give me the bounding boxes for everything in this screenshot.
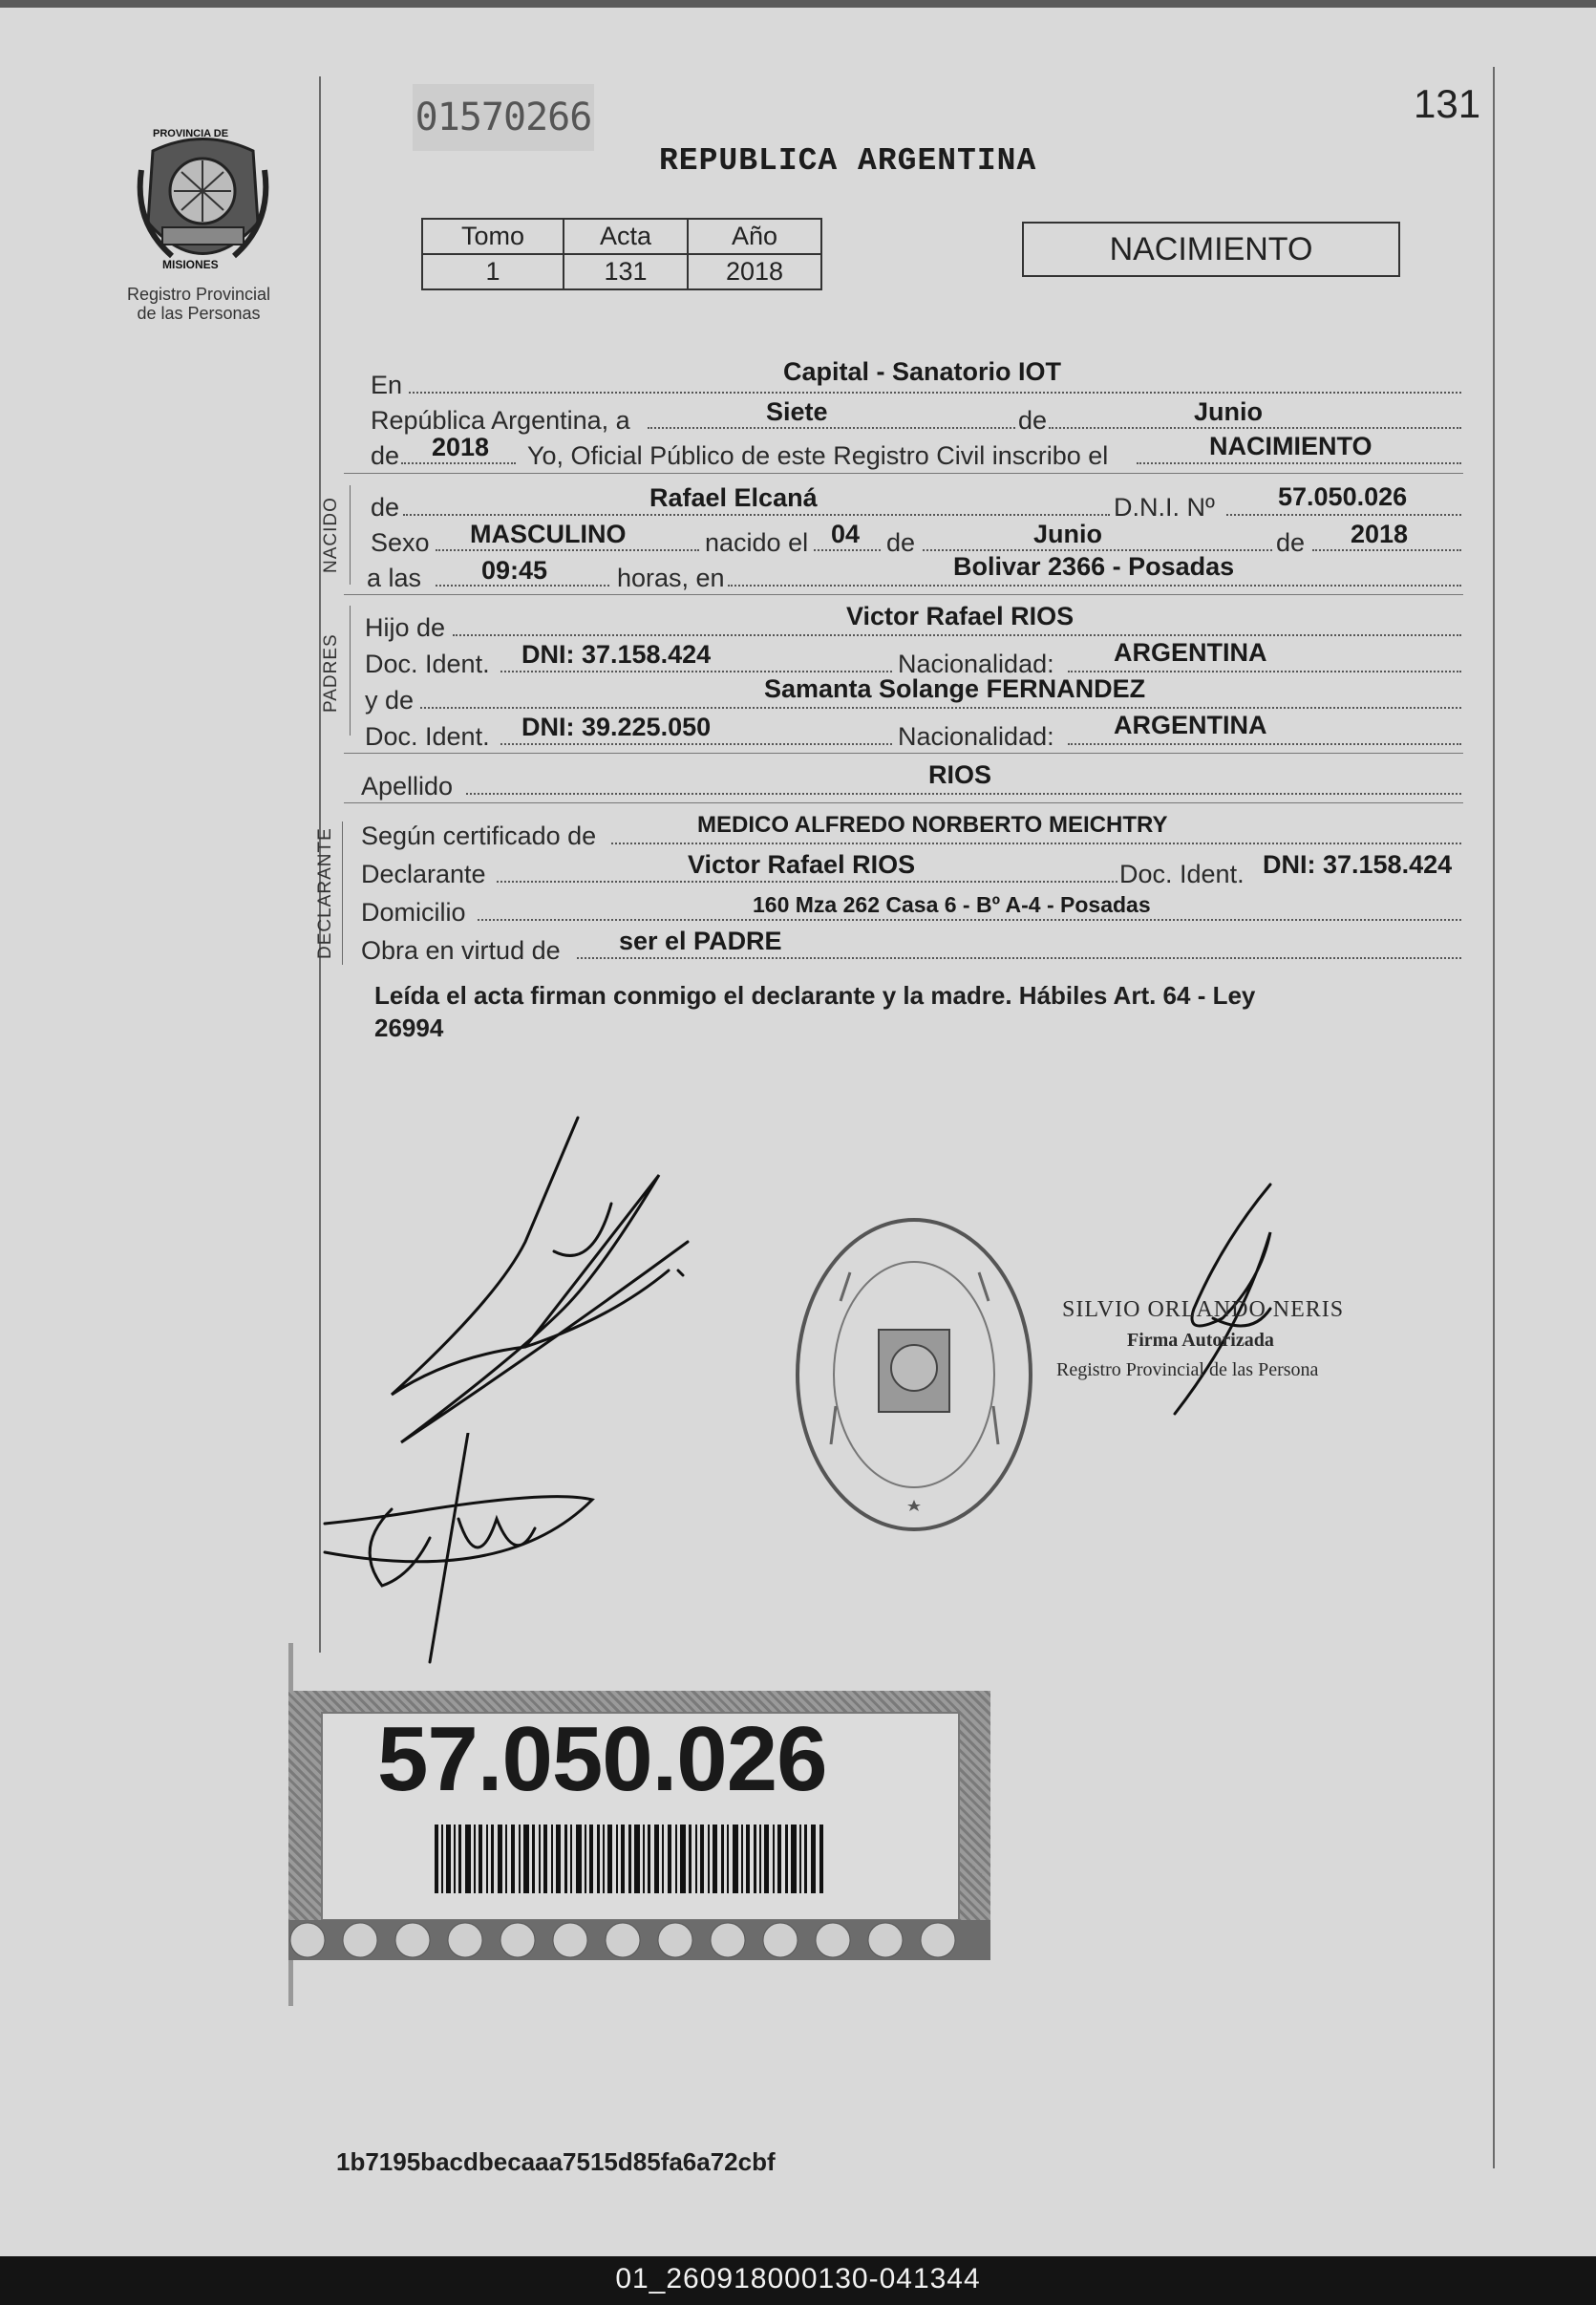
label-cert: Según certificado de — [361, 822, 597, 850]
registry-stamp — [793, 1215, 1036, 1535]
value-birth-place: Bolivar 2366 - Posadas — [953, 552, 1235, 581]
scan-id: 01_260918000130-041344 — [615, 2263, 981, 2294]
label-doc1: Doc. Ident. — [365, 650, 490, 678]
dotline — [648, 427, 1015, 429]
official-org: Registro Provincial de las Persona — [1056, 1359, 1319, 1380]
header-tomo: Tomo — [422, 219, 564, 254]
registry-logo-pattern-icon — [288, 1920, 990, 1960]
divider — [344, 802, 1463, 803]
label-de1: de — [886, 528, 916, 557]
official-title: Firma Autorizada — [1127, 1330, 1274, 1351]
value-father: Victor Rafael RIOS — [846, 602, 1075, 630]
divider — [344, 753, 1463, 754]
label-sexo: Sexo — [371, 528, 430, 557]
label-yde: y de — [365, 686, 415, 715]
value-cert: MEDICO ALFREDO NORBERTO MEICHTRY — [697, 812, 1168, 838]
closing-note-line2: 26994 — [374, 1014, 444, 1042]
value-day: Siete — [766, 397, 828, 426]
dotline — [728, 585, 1461, 587]
section-bracket — [342, 822, 343, 965]
value-dom: 160 Mza 262 Casa 6 - Bº A-4 - Posadas — [753, 892, 1151, 917]
label-a-las: a las — [367, 564, 422, 592]
section-label-nacido: NACIDO — [321, 497, 341, 573]
scan-top-edge — [0, 0, 1596, 8]
value-obra: ser el PADRE — [619, 927, 782, 955]
divider — [344, 473, 1463, 474]
section-label-padres: PADRES — [321, 633, 341, 713]
barcode-icon — [435, 1825, 826, 1893]
value-place: Capital - Sanatorio IOT — [783, 357, 1062, 386]
country-title: REPUBLICA ARGENTINA — [659, 143, 1037, 179]
value-apellido: RIOS — [928, 760, 992, 789]
label-officer: Yo, Oficial Público de este Registro Civil inscribo el — [527, 441, 1109, 470]
document-hash: 1b7195bacdbecaaa7515d85fa6a72cbf — [336, 2147, 776, 2176]
page-number: 131 — [1414, 81, 1481, 126]
label-republica: República Argentina, a — [371, 406, 630, 435]
province-emblem — [134, 132, 272, 275]
emblem-bottom-text: MISIONES — [162, 258, 219, 271]
label-dom: Domicilio — [361, 898, 466, 927]
registry-stamp-icon — [793, 1215, 1036, 1535]
record-table-header-row — [422, 219, 821, 254]
registry-label — [103, 285, 294, 323]
dotline — [436, 549, 699, 551]
value-month: Junio — [1194, 397, 1263, 426]
dotline — [1226, 514, 1461, 516]
dotline — [478, 919, 1461, 921]
header-acta: Acta — [564, 219, 688, 254]
label-decl: Declarante — [361, 860, 486, 888]
value-decl: Victor Rafael RIOS — [688, 850, 916, 879]
value-act: NACIMIENTO — [1209, 432, 1373, 460]
dotline — [500, 671, 892, 672]
label-apellido: Apellido — [361, 772, 454, 800]
label-decl-doc: Doc. Ident. — [1119, 860, 1245, 888]
mother-signature-icon — [315, 1433, 602, 1672]
emblem-top-text: PROVINCIA DE — [153, 128, 229, 139]
label-de2: de — [1276, 528, 1306, 557]
value-decl-doc: DNI: 37.158.424 — [1263, 850, 1453, 879]
label-en: En — [371, 371, 403, 399]
dotline — [1068, 743, 1461, 745]
dotline — [409, 392, 1461, 394]
value-doc1: DNI: 37.158.424 — [521, 640, 712, 669]
record-table — [421, 218, 822, 290]
dotline — [1068, 671, 1461, 672]
label-dni: D.N.I. Nº — [1114, 493, 1215, 522]
value-birth-day: 04 — [831, 520, 861, 548]
dotline — [611, 843, 1461, 844]
label-hijo: Hijo de — [365, 613, 446, 642]
label-obra: Obra en virtud de — [361, 936, 561, 965]
label-doc2: Doc. Ident. — [365, 722, 490, 751]
dotline — [500, 743, 892, 745]
value-birth-month: Junio — [1033, 520, 1102, 548]
dni-label-logo-strip — [288, 1920, 990, 1960]
closing-note — [374, 979, 1444, 1044]
dotline — [1049, 427, 1461, 429]
value-time: 09:45 — [481, 556, 548, 585]
label-nacido-el: nacido el — [705, 528, 809, 557]
value-tomo: 1 — [422, 254, 564, 289]
label-de: de — [371, 493, 400, 522]
value-name: Rafael Elcaná — [649, 483, 818, 512]
dotline — [923, 549, 1272, 551]
section-bracket — [350, 606, 351, 736]
value-doc2: DNI: 39.225.050 — [521, 713, 712, 741]
dotline — [453, 634, 1461, 636]
dotline — [1312, 549, 1461, 551]
registry-label-line2: de las Personas — [137, 304, 261, 323]
registry-label-line1: Registro Provincial — [126, 285, 271, 304]
dotline — [466, 793, 1461, 795]
section-bracket — [350, 485, 351, 585]
misiones-emblem-icon — [134, 132, 272, 275]
act-type-box: NACIMIENTO — [1022, 222, 1400, 277]
label-de2: de — [371, 441, 400, 470]
label-nac1: Nacionalidad: — [898, 650, 1054, 678]
value-year: 2018 — [432, 433, 490, 461]
dotline — [403, 514, 1110, 516]
label-nac2: Nacionalidad: — [898, 722, 1054, 751]
value-acta: 131 — [564, 254, 688, 289]
value-dni: 57.050.026 — [1278, 482, 1408, 511]
dotline — [814, 549, 881, 551]
dotline — [577, 957, 1461, 959]
label-horas: horas, en — [617, 564, 725, 592]
value-mother: Samanta Solange FERNANDEZ — [764, 674, 1146, 703]
right-margin-line — [1493, 67, 1495, 2168]
dotline — [1137, 462, 1461, 464]
official-name: SILVIO ORLANDO NERIS — [1062, 1297, 1345, 1322]
record-table-value-row — [422, 254, 821, 289]
dni-number-large: 57.050.026 — [377, 1708, 827, 1810]
dotline — [420, 707, 1461, 709]
value-nac1: ARGENTINA — [1114, 638, 1267, 667]
section-label-declarante: DECLARANTE — [315, 827, 335, 959]
dotline — [497, 881, 1117, 883]
label-de1: de — [1018, 406, 1048, 435]
value-nac2: ARGENTINA — [1114, 711, 1267, 739]
divider — [344, 594, 1463, 595]
serial-number: 01570266 — [413, 84, 594, 151]
header-anio: Año — [688, 219, 821, 254]
closing-note-line1: Leída el acta firman conmigo el declarante y la madre. Hábiles Art. 64 - Ley — [374, 981, 1256, 1010]
dotline — [401, 462, 516, 464]
value-sexo: MASCULINO — [470, 520, 627, 548]
value-anio: 2018 — [688, 254, 821, 289]
value-birth-year: 2018 — [1351, 520, 1409, 548]
